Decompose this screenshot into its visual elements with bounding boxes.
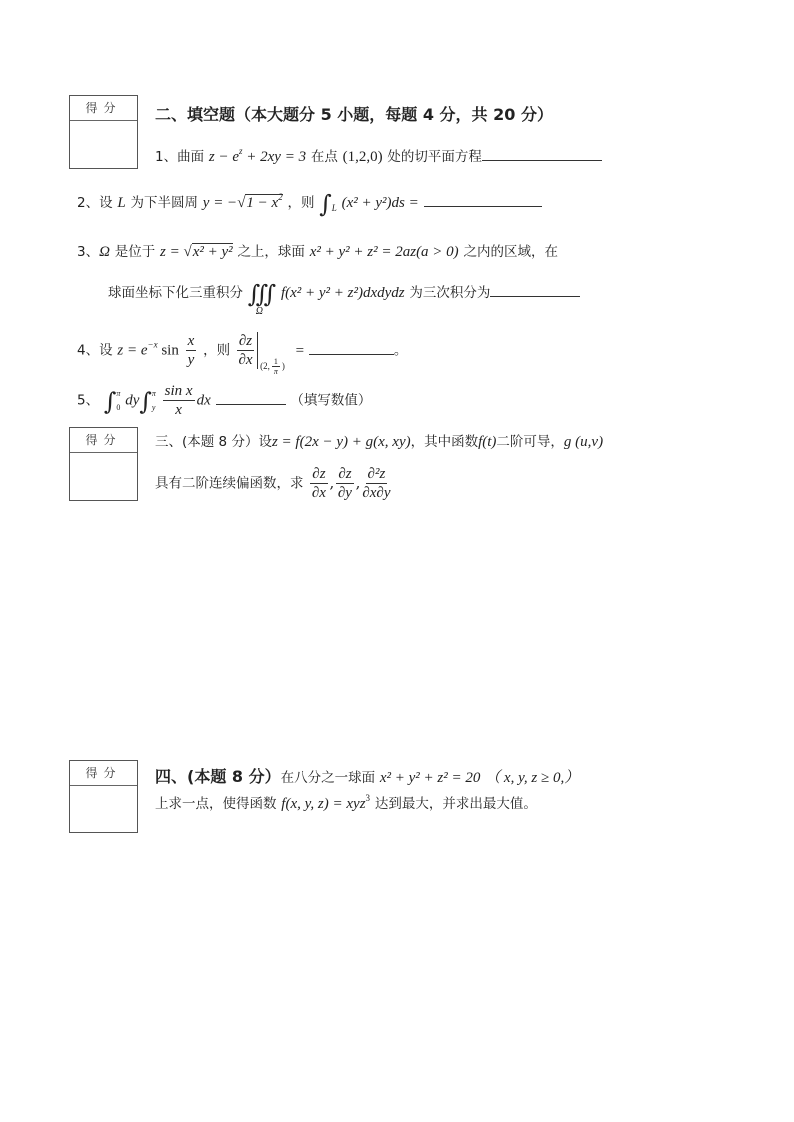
section4-line2 [155, 792, 537, 813]
q2-then: ，则 [287, 195, 315, 211]
score-box-section3 [69, 427, 138, 501]
q3-radicand: x² + y² [192, 244, 233, 260]
s3-dzdy [336, 465, 353, 502]
s4-cond: （ x, y, z ≥ 0,） [485, 770, 580, 786]
q5-lower2: y [151, 402, 156, 412]
q4-end: 。 [393, 342, 408, 359]
q1-expr2: + 2xy = 3 [242, 149, 307, 165]
q1-suffix: 处的切平面方程 [387, 149, 482, 165]
s3-d3-num: ∂²z [367, 466, 386, 482]
q1-expr: z − e [208, 149, 239, 165]
q5-fraction [163, 382, 195, 419]
q4-num: x [187, 333, 195, 349]
score-box-section4 [69, 760, 138, 833]
q4-at: (2, [260, 360, 270, 371]
section4-line1 [155, 764, 579, 787]
q3-eq1: z = [160, 244, 184, 260]
q4-dnum: ∂z [238, 333, 253, 349]
q5-dy: dy [125, 392, 140, 409]
q3-omega: Ω [99, 244, 110, 260]
s3-d2-den: ∂y [337, 485, 352, 501]
s4-line2b: 达到最大，并求出最大值。 [374, 796, 537, 812]
s3-text2: ，其中函数 [410, 434, 479, 450]
s3-d3-den: ∂x∂y [362, 485, 391, 501]
question-2: 2、设 L 为下半圆周 $y = -√1 - x^2$ ，则 $\int_L$ (x² + y²)ds = [77, 190, 542, 218]
s3-guv: g (u,v) [563, 434, 604, 450]
q4-fraction [186, 332, 197, 369]
q3-line2-suffix: 为三次积分为 [409, 285, 491, 301]
q3-answer-blank[interactable] [490, 295, 580, 297]
question-4 [77, 332, 407, 376]
q1-exp: z [239, 146, 243, 156]
q5-answer-blank[interactable] [216, 403, 286, 405]
integral-symbol: ∫ [319, 190, 332, 218]
s3-dzdx [310, 465, 327, 502]
q3-line2-prefix: 球面坐标下化三重积分 [108, 285, 243, 301]
q3-text3: 之内的区域，在 [463, 244, 558, 260]
q3-eq2: x² + y² + z² = 2az(a > 0) [309, 244, 459, 260]
q5-num: sin x [164, 383, 193, 399]
q4-at-den: π [273, 366, 278, 376]
q2-integrand: (x² + y²)ds = [341, 195, 419, 211]
s4-line2a: 上求一点，使得函数 [155, 796, 277, 812]
s3-d2-num: ∂z [338, 466, 352, 482]
q1-point: (1,2,0) [342, 149, 383, 165]
q4-eval-point [260, 356, 285, 376]
integral-symbol: ∫ [139, 387, 152, 416]
q4-derivative [237, 332, 258, 369]
s3-d1-num: ∂z [312, 466, 326, 482]
q4-at-close: ) [281, 360, 285, 371]
q3-text1: 是位于 [114, 244, 156, 260]
question-3-line2 [108, 280, 580, 317]
q4-equals: = [295, 342, 305, 359]
section3-line2: 具有二阶连续偏函数，求 $\frac{\partial z}{\partial x}$ , $\frac{\partial z}{\partial y}$ , $\frac{\text{∂²z}}{\partial x\partial y}$ [155, 466, 391, 501]
section2-title: 二、填空题（本大题分 5 小题，每题 4 分，共 20 分） [155, 105, 553, 124]
s4-func: f(x, y, z) = xyz [281, 796, 366, 812]
s4-title: 四、(本题 8 分） [155, 767, 281, 786]
q2-prefix: 2、设 [77, 195, 113, 211]
q5-limits1 [116, 387, 120, 415]
q5-limits2 [152, 387, 156, 415]
q4-then: ，则 [203, 342, 231, 359]
q4-den: y [187, 352, 195, 368]
question-1 [155, 145, 602, 166]
s3-d1-den: ∂x [311, 485, 326, 501]
q5-prefix: 5、 [77, 392, 100, 409]
q5-den: x [175, 402, 182, 418]
s3-ft: f(t) [478, 434, 497, 450]
q4-at-num: 1 [273, 356, 278, 366]
s3-d2zdxdy [362, 465, 390, 502]
q3-sub: Ω [255, 306, 264, 317]
triple-integral-symbol: ∭ [247, 280, 277, 308]
score-box-label: 得分 [70, 96, 137, 121]
s3-eq: z = f(2x − y) + g(x, xy) [271, 434, 411, 450]
q5-upper2: π [151, 388, 156, 398]
q5-dx: dx [196, 392, 211, 409]
q5-note: （填写数值） [290, 392, 372, 409]
q4-eq: z = e [117, 342, 148, 359]
q1-prefix: 1、曲面 [155, 149, 205, 165]
q5-upper1: π [116, 388, 121, 398]
q2-eq: y = − [202, 195, 238, 211]
score-box-section2 [69, 95, 138, 169]
s4-eq: x² + y² + z² = 20 [379, 770, 481, 786]
q3-text2: 之上，球面 [237, 244, 305, 260]
q4-dden: ∂x [238, 352, 253, 368]
section3-line1 [155, 430, 603, 451]
question-3-line1: 3、Ω 是位于 z = √x² + y² 之上，球面 x² + y² + z² = 2az(a > 0) 之内的区域，在 [77, 244, 558, 260]
s4-text1: 在八分之一球面 [280, 770, 376, 786]
integral-symbol: ∫ [103, 387, 117, 416]
q2-radicand: 1 − x [246, 195, 279, 211]
q4-sin: sin [157, 342, 179, 359]
score-box-label: 得分 [70, 428, 137, 453]
q3-integrand: f(x² + y² + z²)dxdydz [280, 285, 405, 301]
q3-prefix: 3、 [77, 244, 100, 260]
s3-text1: 三、(本题 8 分）设 [155, 434, 272, 450]
s3-text3: 二阶可导， [496, 434, 564, 450]
s4-exp: 3 [365, 793, 371, 803]
q2-sub: L [331, 203, 337, 213]
q2-L: L [117, 195, 126, 211]
q2-answer-blank[interactable] [424, 205, 542, 207]
q5-lower1: 0 [116, 402, 121, 412]
score-box-label: 得分 [70, 761, 137, 786]
q1-answer-blank[interactable] [482, 159, 602, 161]
q1-mid: 在点 [310, 149, 338, 165]
q4-answer-blank[interactable] [309, 353, 394, 355]
q4-prefix: 4、设 [77, 342, 113, 359]
q2-mid: 为下半圆周 [130, 195, 198, 211]
question-5 [77, 382, 371, 419]
q4-exp: −x [147, 339, 158, 350]
s3-line2: 具有二阶连续偏函数，求 [155, 475, 304, 492]
